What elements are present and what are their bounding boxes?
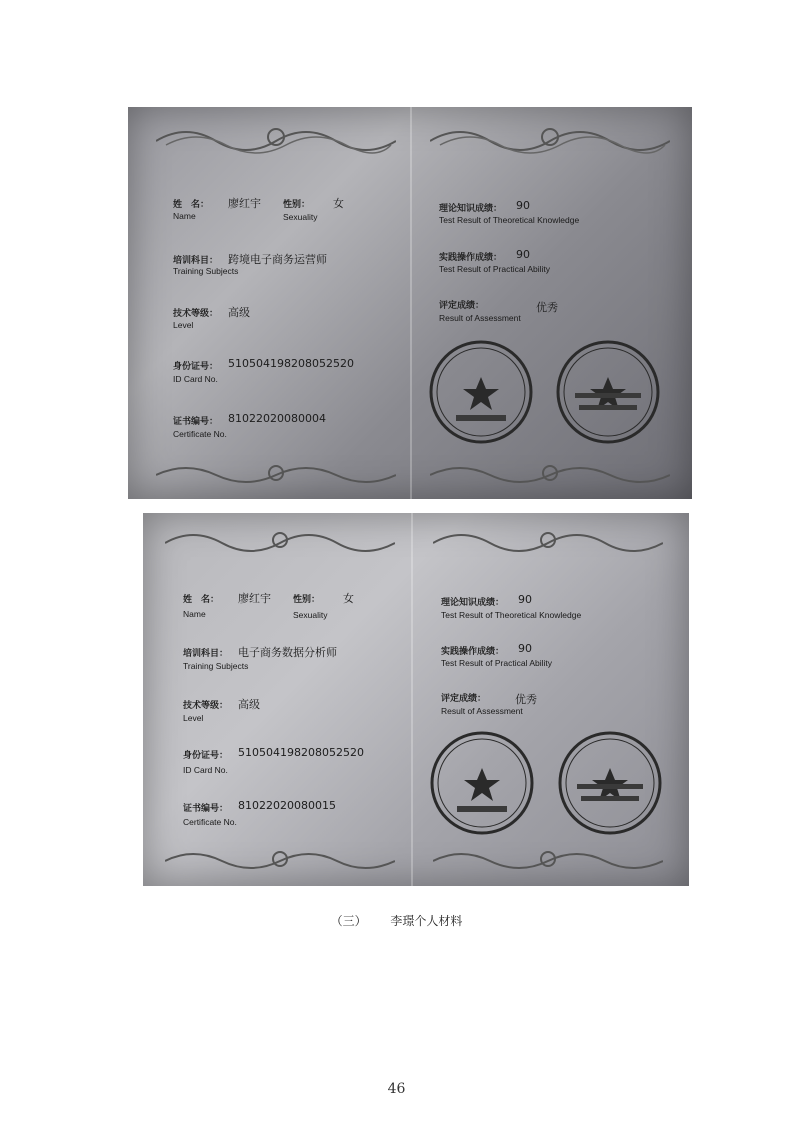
level-label-en: Level bbox=[183, 713, 204, 723]
id-value: 510504198208052520 bbox=[238, 746, 364, 759]
sex-label: 性别： bbox=[293, 595, 321, 605]
ornament-border-top-right bbox=[430, 119, 670, 159]
theory-value: 90 bbox=[516, 199, 530, 212]
certno-label: 证书编号： bbox=[183, 804, 229, 814]
practice-value: 90 bbox=[516, 248, 530, 261]
ornament-border-bottom-left bbox=[156, 457, 396, 493]
practice-label: 实践操作成绩： bbox=[441, 647, 505, 657]
certno-value: 81022020080015 bbox=[238, 799, 336, 812]
certificate-photo-2 bbox=[143, 513, 689, 886]
practice-label-en: Test Result of Practical Ability bbox=[441, 658, 553, 668]
official-seal-left bbox=[427, 728, 537, 838]
assessment-label: 评定成绩： bbox=[439, 301, 485, 311]
ornament-border-bottom-right bbox=[433, 843, 663, 879]
level-label: 技术等级： bbox=[173, 309, 219, 319]
ornament-border-bottom-right bbox=[430, 457, 670, 493]
sex-label-en: Sexuality bbox=[293, 610, 328, 620]
ornament-border-top-left bbox=[165, 523, 395, 561]
sex-label-en: Sexuality bbox=[283, 212, 318, 222]
theory-value: 90 bbox=[518, 593, 532, 606]
certificate-photo-1 bbox=[128, 107, 692, 499]
name-label-en: Name bbox=[183, 609, 206, 619]
subject-label: 培训科目： bbox=[183, 649, 229, 659]
subject-label: 培训科目： bbox=[173, 256, 219, 266]
level-value: 高级 bbox=[238, 698, 260, 711]
level-value: 高级 bbox=[228, 306, 250, 319]
theory-label-en: Test Result of Theoretical Knowledge bbox=[439, 215, 580, 225]
page-number: 46 bbox=[387, 1081, 406, 1097]
assessment-value: 优秀 bbox=[536, 301, 558, 314]
level-label-en: Level bbox=[173, 320, 194, 330]
caption-text: 李璟个人材料 bbox=[390, 914, 463, 928]
subject-label-en: Training Subjects bbox=[183, 661, 249, 671]
certno-label: 证书编号： bbox=[173, 417, 219, 427]
practice-label-en: Test Result of Practical Ability bbox=[439, 264, 551, 274]
theory-label: 理论知识成绩： bbox=[441, 598, 505, 608]
ornament-border-top-left bbox=[156, 119, 396, 159]
id-value: 510504198208052520 bbox=[228, 357, 354, 370]
id-label-en: ID Card No. bbox=[173, 374, 218, 384]
certno-label-en: Certificate No. bbox=[183, 817, 237, 827]
caption-number: （三） bbox=[330, 914, 367, 928]
name-value: 廖红宇 bbox=[238, 592, 271, 605]
level-label: 技术等级： bbox=[183, 701, 229, 711]
certno-label-en: Certificate No. bbox=[173, 429, 227, 439]
sex-label: 性别： bbox=[283, 200, 311, 210]
name-label-en: Name bbox=[173, 211, 196, 221]
section-caption bbox=[0, 912, 793, 929]
id-label: 身份证号： bbox=[183, 751, 229, 761]
practice-value: 90 bbox=[518, 642, 532, 655]
sex-value: 女 bbox=[343, 592, 354, 605]
sex-value: 女 bbox=[333, 197, 344, 210]
fold-line bbox=[410, 107, 412, 499]
ornament-border-top-right bbox=[433, 523, 663, 561]
theory-label-en: Test Result of Theoretical Knowledge bbox=[441, 610, 582, 620]
practice-label: 实践操作成绩： bbox=[439, 253, 503, 263]
name-label: 姓 名： bbox=[183, 595, 220, 605]
assessment-label-en: Result of Assessment bbox=[439, 313, 521, 323]
assessment-label-en: Result of Assessment bbox=[441, 706, 523, 716]
id-label: 身份证号： bbox=[173, 362, 219, 372]
name-value: 廖红宇 bbox=[228, 197, 261, 210]
theory-label: 理论知识成绩： bbox=[439, 204, 503, 214]
subject-label-en: Training Subjects bbox=[173, 266, 239, 276]
official-seal-left bbox=[426, 337, 536, 447]
ornament-border-bottom-left bbox=[165, 843, 395, 879]
official-seal-right bbox=[553, 337, 663, 447]
subject-value: 跨境电子商务运营师 bbox=[228, 253, 327, 266]
subject-value: 电子商务数据分析师 bbox=[238, 646, 337, 659]
fold-line bbox=[411, 513, 413, 886]
id-label-en: ID Card No. bbox=[183, 765, 228, 775]
assessment-label: 评定成绩： bbox=[441, 694, 487, 704]
name-label: 姓 名： bbox=[173, 200, 210, 210]
assessment-value: 优秀 bbox=[515, 693, 537, 706]
certno-value: 81022020080004 bbox=[228, 412, 326, 425]
official-seal-right bbox=[555, 728, 665, 838]
